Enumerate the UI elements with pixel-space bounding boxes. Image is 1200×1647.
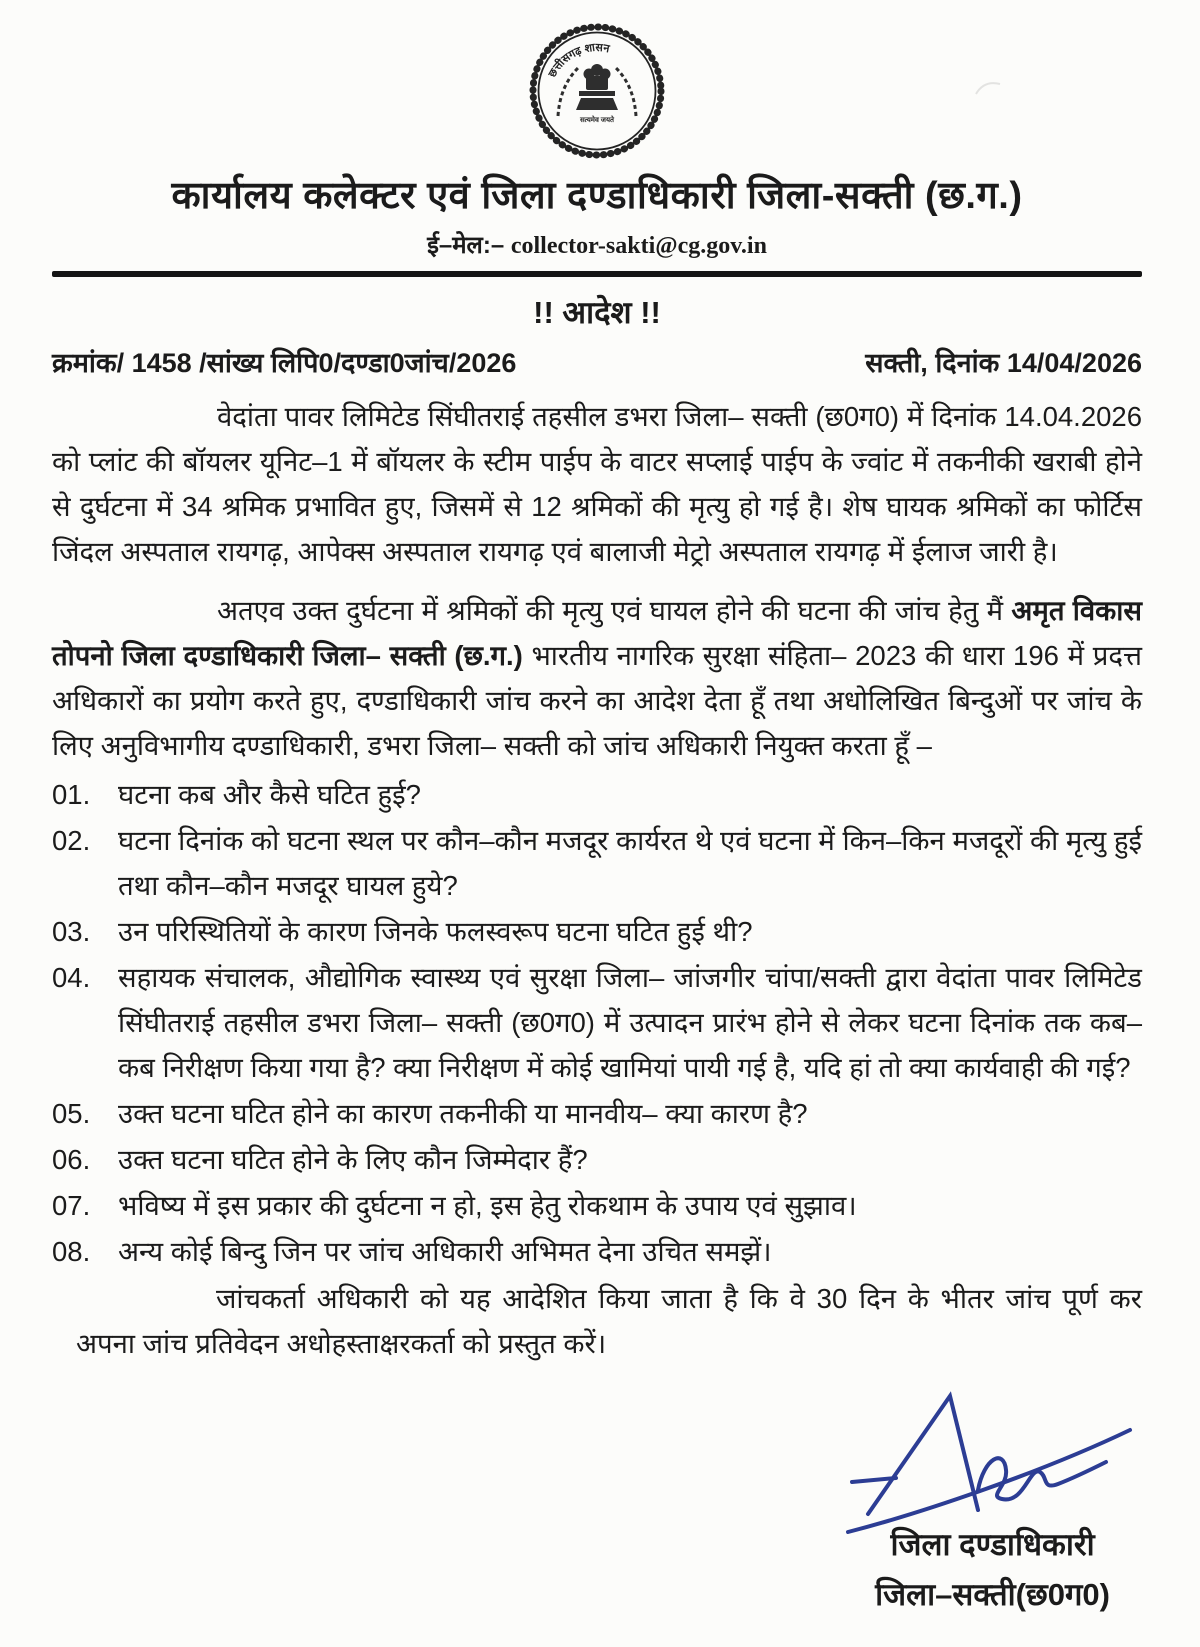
item-number: 05. bbox=[52, 1098, 91, 1129]
item-number: 02. bbox=[52, 825, 91, 856]
state-emblem-icon bbox=[522, 16, 672, 166]
magistrate-name-bold: अमृत विकास तोपनो जिला दण्डाधिकारी जिला– सक्ती (छ.ग.) bbox=[52, 595, 1143, 671]
closing-directive: जांचकर्ता अधिकारी को यह आदेशित किया जाता है कि वे 30 दिन के भीतर जांच पूर्ण कर अपना जांच प्रतिवेदन अधोहस्ताक्षरकर्ता को प्रस्तुत करें। bbox=[76, 1283, 1142, 1359]
item-text: घटना कब और कैसे घटित हुई? bbox=[118, 779, 421, 810]
order-heading: !! आदेश !! bbox=[533, 295, 661, 330]
paragraph-order-suffix: भारतीय नागरिक सुरक्षा संहिता– 2023 की धारा 196 में प्रदत्त अधिकारों का प्रयोग करते हुए, दण्डाधिकारी जांच करने का आदेश देता हूँ तथा अधोलिखित बिन्दुओं पर जांच के लिए अनुविभागीय दण्डाधिकारी, डभरा जिला– सक्ती को जांच अधिकारी नियुक्त करता हूँ – bbox=[52, 640, 1142, 761]
item-text: उन परिस्थितियों के कारण जिनके फलस्वरूप घटना घटित हुई थी? bbox=[118, 916, 753, 947]
reference-row bbox=[52, 343, 1142, 380]
item-number: 06. bbox=[52, 1144, 91, 1175]
list-item bbox=[52, 1091, 1142, 1136]
item-text: भविष्य में इस प्रकार की दुर्घटना न हो, इस हेतु रोकथाम के उपाय एवं सुझाव। bbox=[118, 1190, 857, 1221]
lion-capital-glyph bbox=[576, 64, 618, 110]
item-text: उक्त घटना घटित होने का कारण तकनीकी या मानवीय– क्या कारण है? bbox=[118, 1098, 808, 1129]
email-address: collector-sakti@cg.gov.in bbox=[510, 233, 767, 259]
reference-number: क्रमांक/ 1458 /सांख्य लिपि0/दण्डा0जांच/2026 bbox=[52, 348, 517, 378]
list-item bbox=[52, 818, 1142, 908]
designation-line2: जिला–सक्ती(छ0ग0) bbox=[875, 1577, 1110, 1612]
emblem-top-text: छत्तीसगढ़ शासन bbox=[546, 41, 611, 80]
item-number: 08. bbox=[52, 1236, 91, 1267]
item-number: 04. bbox=[52, 962, 91, 993]
signatory-designation bbox=[875, 1520, 1110, 1620]
list-item bbox=[52, 955, 1142, 1090]
paragraph-order-prefix: अतएव उक्त दुर्घटना में श्रमिकों की मृत्यु एवं घायल होने की घटना की जांच हेतु मैं bbox=[217, 595, 1012, 626]
paragraph-order bbox=[52, 588, 1142, 768]
emblem-motto-text: सत्यमेव जयते bbox=[579, 117, 615, 124]
item-text: उक्त घटना घटित होने के लिए कौन जिम्मेदार हैं? bbox=[118, 1144, 588, 1175]
scan-artifact-mark bbox=[974, 78, 1002, 100]
item-text: घटना दिनांक को घटना स्थल पर कौन–कौन मजदूर कार्यरत थे एवं घटना में किन–किन मजदूरों की मृत्यु हुई तथा कौन–कौन मजदूर घायल हुये? bbox=[118, 825, 1142, 901]
paragraph-incident: वेदांता पावर लिमिटेड सिंघीतराई तहसील डभरा जिला– सक्ती (छ0ग0) में दिनांक 14.04.2026 को प्लांट की बॉयलर यूनिट–1 में बॉयलर के स्टीम पाईप के वाटर सप्लाई पाईप के ज्वांट में तकनीकी खराबी होने से दुर्घटना में 34 श्रमिक प्रभावित हुए, जिसमें से 12 श्रमिकों की मृत्यु हो गई है। शेष घायक श्रमिकों का फोर्टिस जिंदल अस्पताल रायगढ़, आपेक्स अस्पताल रायगढ़ एवं बालाजी मेट्रो अस्पताल रायगढ़ में ईलाज जारी है। bbox=[52, 401, 1142, 567]
email-label: ई–मेल:– bbox=[427, 232, 505, 259]
list-item bbox=[52, 1229, 1142, 1274]
item-text: अन्य कोई बिन्दु जिन पर जांच अधिकारी अभिमत देना उचित समझें। bbox=[118, 1236, 772, 1267]
place-and-date: सक्ती, दिनांक 14/04/2026 bbox=[865, 348, 1142, 378]
office-title: कार्यालय कलेक्टर एवं जिला दण्डाधिकारी जिला-सक्ती (छ.ग.) bbox=[171, 175, 1023, 217]
inquiry-points-list bbox=[52, 772, 1142, 1274]
item-text: सहायक संचालक, औद्योगिक स्वास्थ्य एवं सुरक्षा जिला– जांजगीर चांपा/सक्ती द्वारा वेदांता पावर लिमिटेड सिंघीतराई तहसील डभरा जिला– सक्ती (छ0ग0) में उत्पादन प्रारंभ होने से लेकर घटना दिनांक तक कब–कब निरीक्षण किया गया है? क्या निरीक्षण में कोई खामियां पायी गई है, यदि हां तो क्या कार्यवाही की गई? bbox=[118, 962, 1142, 1083]
designation-line1: जिला दण्डाधिकारी bbox=[890, 1527, 1095, 1562]
handwritten-signature bbox=[838, 1382, 1138, 1542]
header-divider bbox=[52, 271, 1142, 277]
item-number: 07. bbox=[52, 1190, 91, 1221]
email-line bbox=[52, 228, 1142, 261]
list-item bbox=[52, 909, 1142, 954]
item-number: 01. bbox=[52, 779, 91, 810]
item-number: 03. bbox=[52, 916, 91, 947]
list-item bbox=[52, 1137, 1142, 1182]
list-item bbox=[52, 1183, 1142, 1228]
list-item bbox=[52, 772, 1142, 817]
